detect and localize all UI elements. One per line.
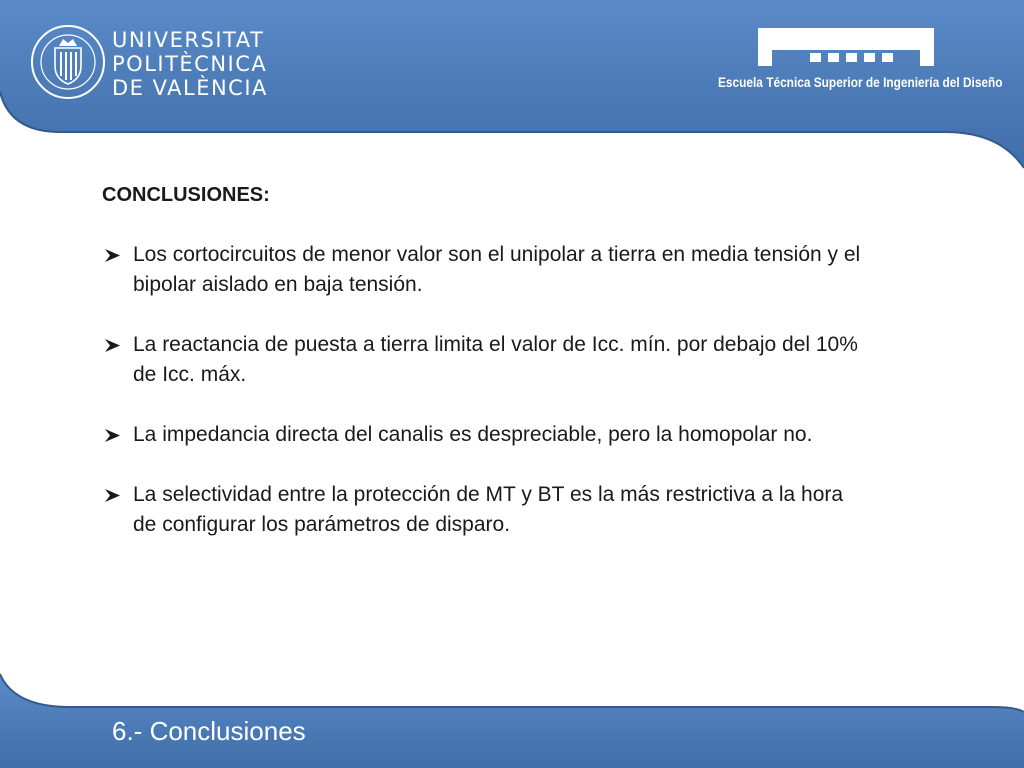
slide-content [102,180,862,570]
list-item [102,330,862,390]
university-name-line-1: UNIVERSITAT [112,28,265,52]
bullet-text: La selectividad entre la protección de MT y BT es la más restrictiva a la hora de configurar los parámetros de disparo. [133,483,844,536]
list-item [102,480,862,540]
arrow-bullet-icon [104,488,121,503]
university-name [112,28,268,100]
school-name: Escuela Técnica Superior de Ingeniería del Diseño [718,75,1003,90]
arrow-bullet-icon [104,338,121,353]
content-heading: CONCLUSIONES: [102,184,270,206]
section-title: 6.- Conclusiones [112,716,306,746]
list-item [102,420,862,450]
university-name-line-2: POLITÈCNICA [112,52,268,76]
university-name-line-3: DE VALÈNCIA [112,76,268,100]
bullet-text: La reactancia de puesta a tierra limita el valor de Icc. mín. por debajo del 10% de Icc. máx. [133,333,858,386]
bullet-text: La impedancia directa del canalis es despreciable, pero la homopolar no. [133,423,813,446]
conclusions-list [102,240,862,540]
university-seal-icon [30,24,106,100]
list-item [102,240,862,300]
etsid-logo-icon [758,28,934,70]
arrow-bullet-icon [104,248,121,263]
bullet-text: Los cortocircuitos de menor valor son el unipolar a tierra en media tensión y el bipolar aislado en baja tensión. [133,243,861,296]
arrow-bullet-icon [104,428,121,443]
